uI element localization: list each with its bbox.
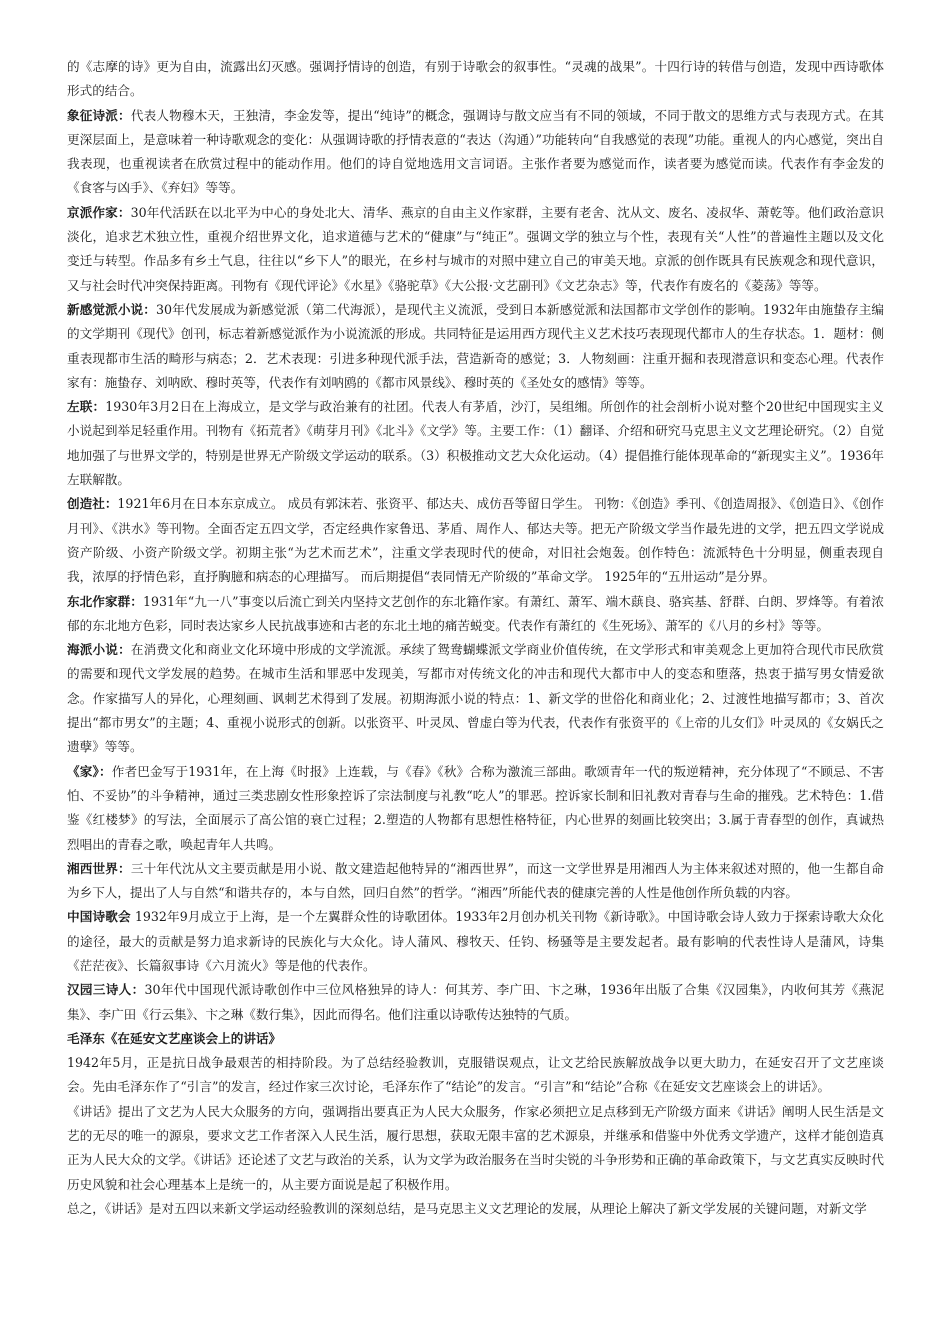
term-jingpai-writers: 京派作家：	[67, 204, 131, 220]
paragraph-text: 30年代中国现代派诗歌创作中三位风格独异的诗人：何其芳、李广田、卞之琳，1936年出版了合集《汉园集》，内收何其芳《燕泥集》、李广田《行云集》、卞之琳《数行集》，因此而得名。他们注重以诗歌传达独特的气质。	[67, 982, 885, 1022]
term-symbolist-poetry: 象征诗派：	[67, 107, 131, 123]
paragraph-text: 1930年3月2日在上海成立，是文学与政治兼有的社团。代表人有茅盾，沙汀，吴组缃。所创作的社会剖析小说对整个20世纪中国现实主义小说起到举足轻重作用。刊物有《拓荒者》《萌芽月刊》《北斗》《文学》等。主要工作：（1）翻译、介绍和研究马克思主义文艺理论研究。（2）自觉地加强了与世界文学的，特别是世界无产阶级文学运动的联系。（3）积极推动文艺大众化运动。（4）提倡推行能体现革命的“新现实主义”。1936年左联解散。	[67, 399, 884, 488]
paragraph-text: 1931年“九一八”事变以后流亡到关内坚持文艺创作的东北籍作家。有萧红、萧军、端木蕻良、骆宾基、舒群、白朗、罗烽等。有着浓郁的东北地方色彩，同时表达家乡人民抗战事迹和古老的东北土地的痛苦蜕变。代表作有萧红的《生死场》、萧军的《八月的乡村》等等。	[67, 593, 884, 633]
paragraph-continuation	[67, 55, 884, 104]
paragraph-hanyuan-poets	[67, 978, 884, 1027]
section-paragraph: 总之，《讲话》是对五四以来新文学运动经验教训的深刻总结，是马克思主义文艺理论的发展，从理论上解决了新文学发展的关键问题，对新文学	[67, 1200, 867, 1216]
term-xiangxi-world: 湘西世界：	[67, 860, 131, 876]
term-northeast-writers: 东北作家群：	[67, 593, 143, 609]
paragraph-symbolist-poetry	[67, 104, 884, 201]
paragraph-text: 30年代发展成为新感觉派（第二代海派），是现代主义流派，受到日本新感觉派和法国都市文学创作的影响。1932年由施蛰存主编的文学期刊《现代》创刊，标志着新感觉派作为小说流派的形成。共同特征是运用西方现代主义艺术技巧表现现代都市人的生存状态。1．题材：侧重表现都市生活的畸形与病态；2．艺术表现：引进多种现代派手法，营造新奇的感觉；3．人物刻画：注重开掘和表现潜意识和变态心理。代表作家有：施蛰存、刘呐欧、穆时英等，代表作有刘呐鸥的《都市风景线》、穆时英的《圣处女的感情》等等。	[67, 301, 885, 390]
paragraph-creation-society	[67, 492, 884, 589]
term-hanyuan-poets: 汉园三诗人：	[67, 982, 145, 998]
paragraph-text: 1932年9月成立于上海，是一个左翼群众性的诗歌团体。1933年2月创办机关刊物《新诗歌》。中国诗歌会诗人致力于探索诗歌大众化的途径，最大的贡献是努力追求新诗的民族化与大众化。诗人蒲风、穆牧天、任钧、杨骚等是主要发起者。最有影响的代表性诗人是蒲风，诗集《茫茫夜》、长篇叙事诗《六月流火》等是他的代表作。	[67, 909, 884, 973]
term-creation-society: 创造社：	[67, 496, 118, 512]
paragraph-xiangxi-world	[67, 857, 884, 906]
paragraph-left-league	[67, 395, 884, 492]
paragraph-family-novel	[67, 760, 884, 857]
paragraph-text: 三十年代沈从文主要贡献是用小说、散文建造起他特异的“湘西世界”，而这一文学世界是用湘西人为主体来叙述对照的，他一生都自命为乡下人，提出了人与自然“和谐共存的，本与自然，回归自然”的哲学。“湘西”所能代表的健康完善的人性是他创作所负载的内容。	[67, 860, 884, 901]
section-paragraph: 1942年5月，正是抗日战争最艰苦的相持阶段。为了总结经验教训，克服错误观点，让文艺给民族解放战争以更大助力，在延安召开了文艺座谈会。先由毛泽东作了“引言”的发言，经过作家三次讨论，毛泽东作了“结论”的发言。“引言”和“结论”合称《在延安文艺座谈会上的讲话》。	[67, 1055, 884, 1095]
paragraph-haipai-fiction	[67, 638, 884, 759]
section-heading: 毛泽东《在延安文艺座谈会上的讲话》	[67, 1030, 282, 1046]
term-family-novel: 《家》：	[67, 763, 112, 779]
term-haipai-fiction: 海派小说：	[67, 642, 131, 658]
paragraph-new-sensationist	[67, 298, 884, 395]
paragraph-jingpai-writers	[67, 201, 884, 298]
term-china-poetry-society: 中国诗歌会	[67, 909, 131, 925]
paragraph-text: 代表人物穆木天，王独清，李金发等，提出“纯诗”的概念，强调诗与散文应当有不同的领域，不同于散文的思维方式与表现方式。在其更深层面上，是意味着一种诗歌观念的变化：从强调诗歌的抒情表意的“表达（沟通）”功能转向“自我感觉的表现”功能。重视人的内心感觉，突出自我表现，也重视读者在欣赏过程中的能动作用。他们的诗自觉地选用文言词语。主张作者要为感觉而作，读者要为感觉而读。代表作有李金发的《食客与凶手》、《弃妇》等等。	[67, 107, 884, 196]
paragraph-text: 作者巴金写于1931年，在上海《时报》上连载，与《春》《秋》合称为激流三部曲。歌颂青年一代的叛逆精神，充分体现了“不顾忌、不害怕、不妥协”的斗争精神，通过三类悲剧女性形象控诉了宗法制度与礼教“吃人”的罪恶。控诉家长制和旧礼教对青春与生命的摧残。艺术特色：1.借鉴《红楼梦》的写法，全面展示了高公馆的衰亡过程；2.塑造的人物都有思想性格特征，内心世界的刻画比较突出；3.属于青春型的创作，真诚热烈唱出的青春之歌，唤起青年人共鸣。	[67, 763, 884, 852]
paragraph-northeast-writers	[67, 590, 884, 639]
paragraph-china-poetry-society	[67, 905, 884, 978]
paragraph-text: 30年代活跃在以北平为中心的身处北大、清华、燕京的自由主义作家群，主要有老舍、沈从文、废名、凌叔华、萧乾等。他们政治意识淡化，追求艺术独立性，重视介绍世界文化，追求道德与艺术的“健康”与“纯正”。强调文学的独立与个性，表现有关“人性”的普遍性主题以及文化变迁与转型。作品多有乡土气息，往往以“乡下人”的眼光，在乡村与城市的对照中建立自己的审美天地。京派的创作既具有民族观念和现代意识，又与社会时代冲突保持距离。刊物有《现代评论》《水星》《骆驼草》《大公报·文艺副刊》《文艺杂志》等，代表作有废名的《菱荡》等等。	[67, 204, 885, 293]
term-left-league: 左联：	[67, 399, 106, 415]
section-paragraph: 《讲话》提出了文艺为人民大众服务的方向，强调指出要真正为人民大众服务，作家必须把立足点移到无产阶级方面来《讲话》阐明人民生活是文艺的无尽的唯一的源泉，要求文艺工作者深入人民生活，履行思想，获取无限丰富的艺术源泉，并继承和借鉴中外优秀文学遗产，这样才能创造真正为人民大众的文学。《讲话》还论述了文艺与政治的关系，认为文学为政治服务在当时尖锐的斗争形势和正确的革命政策下，与文艺真实反映时代历史风貌和社会心理基本上是统一的，从主要方面说是起了积极作用。	[67, 1103, 884, 1192]
term-new-sensationist: 新感觉派小说：	[67, 301, 156, 317]
paragraph-text: 1921年6月在日本东京成立。 成员有郭沫若、张资平、郁达夫、成仿吾等留日学生。 刊物：《创造》季刊、《创造周报》、《创造日》、《创作月刊》、《洪水》等刊物。全面否定五四文学，否定经典作家鲁迅、茅盾、周作人、郁达夫等。把无产阶级文学当作最先进的文学，把五四文学说成资产阶级、小资产阶级文学。初期主张“为艺术而艺术”，注重文学表现时代的使命，对旧社会炮轰。创作特色：流派特色十分明显，侧重表现自我，浓厚的抒情色彩，直抒胸臆和病态的心理描写。 而后期提倡“表同情无产阶级的”革命文学。 1925年的“五卅运动”是分界。	[67, 496, 884, 585]
paragraph-text: 在消费文化和商业文化环境中形成的文学流派。承续了鸳鸯蝴蝶派文学商业价值传统，在文学形式和审美观念上更加符合现代市民欣赏的需要和现代文学发展的趋势。在城市生活和罪恶中发现美，写都市对传统文化的冲击和现代大都市中人的变态和堕落，热衷于描写男女情爱欲念。作家描写人的异化，心理刻画、讽刺艺术得到了发展。初期海派小说的特点：1、新文学的世俗化和商业化；2、过渡性地描写都市；3、首次提出“都市男女”的主题；4、重视小说形式的创新。以张资平、叶灵凤、曾虚白等为代表，代表作有张资平的《上帝的儿女们》叶灵凤的《女娲氏之遗孽》等等。	[67, 642, 885, 755]
paragraph-text: 的《志摩的诗》更为自由，流露出幻灭感。强调抒情诗的创造，有别于诗歌会的叙事性。“灵魂的战果”。十四行诗的转借与创造，发现中西诗歌体形式的结合。	[67, 59, 884, 99]
